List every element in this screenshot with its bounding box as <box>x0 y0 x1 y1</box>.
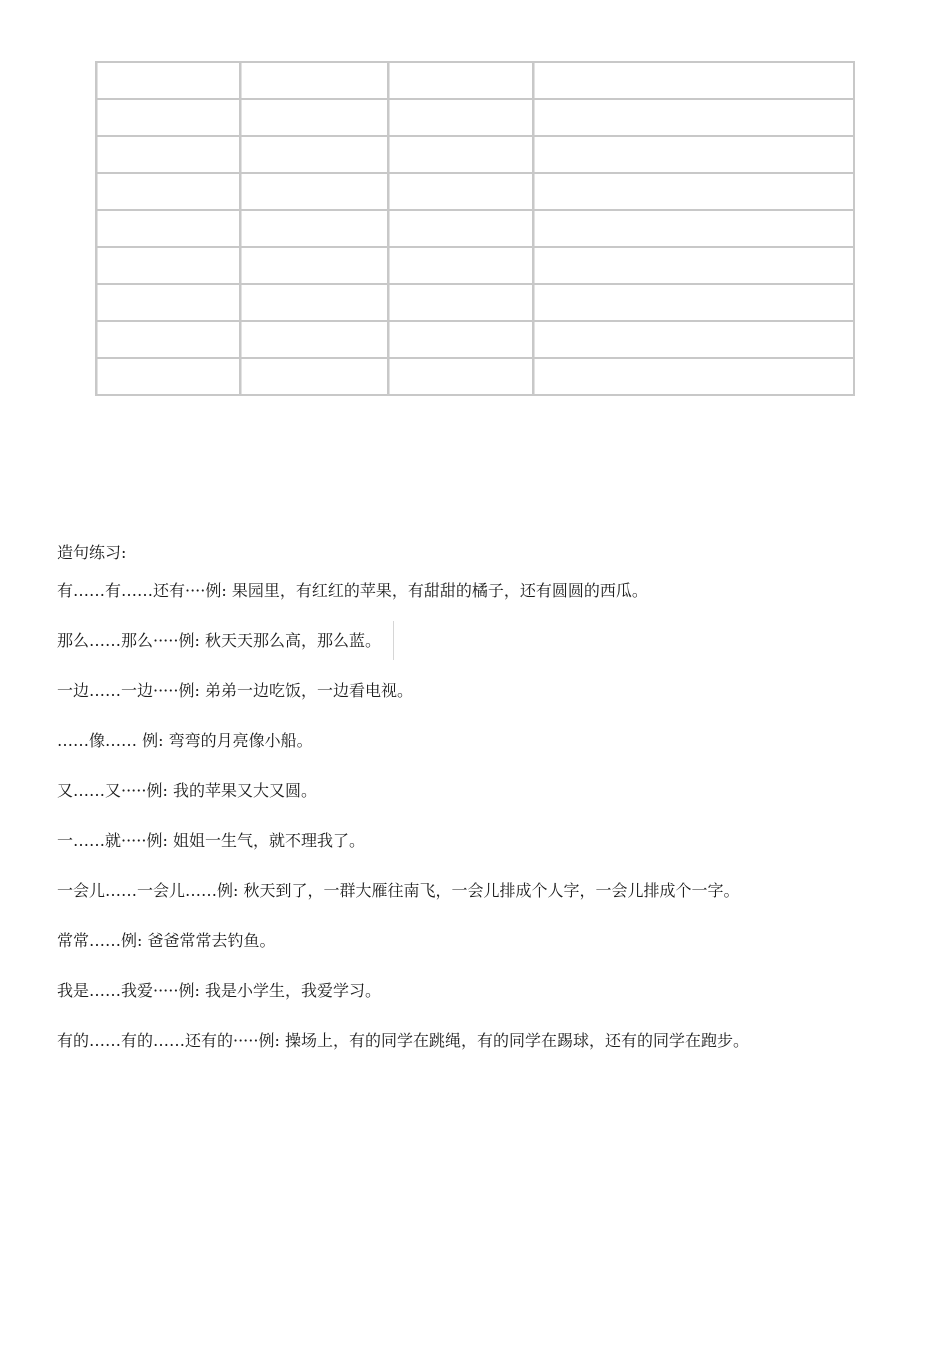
table-cell <box>389 100 534 137</box>
example-label: 例: <box>178 981 200 1000</box>
example-sentence: 弯弯的月亮像小船。 <box>168 731 313 750</box>
blank-table-body <box>97 63 855 396</box>
table-cell <box>241 359 389 396</box>
table-cell <box>534 174 855 211</box>
table-cell <box>389 137 534 174</box>
table-cell <box>389 174 534 211</box>
sentence-item <box>57 829 937 853</box>
sentence-item <box>57 929 937 953</box>
example-sentence: 姐姐一生气，就不理我了。 <box>172 831 365 850</box>
table-row <box>97 137 855 174</box>
sentence-list <box>57 579 937 1053</box>
table-cell <box>97 174 241 211</box>
table-cell <box>97 322 241 359</box>
sentence-pattern: 有的……有的……还有的····· <box>57 1031 259 1050</box>
table-cell <box>534 137 855 174</box>
example-sentence: 我的苹果又大又圆。 <box>172 781 317 800</box>
sentence-pattern: 一……就····· <box>57 831 147 850</box>
table-cell <box>389 63 534 100</box>
table-cell <box>97 359 241 396</box>
table-cell <box>389 248 534 285</box>
sentence-pattern: 一会儿……一会儿…… <box>57 881 218 900</box>
example-sentence: 秋天到了，一群大雁往南飞，一会儿排成个人字，一会儿排成个一字。 <box>243 881 740 900</box>
sentence-pattern: 那么……那么····· <box>57 631 179 650</box>
table-cell <box>97 211 241 248</box>
table-cell <box>389 285 534 322</box>
table-cell <box>97 285 241 322</box>
table-cell <box>534 322 855 359</box>
example-label: 例: <box>121 931 143 950</box>
table-cell <box>534 285 855 322</box>
table-cell <box>534 359 855 396</box>
table-cell <box>97 248 241 285</box>
example-sentence: 秋天天那么高，那么蓝。 <box>205 621 394 660</box>
blank-table <box>95 61 855 396</box>
sentence-pattern: 一边……一边····· <box>57 681 179 700</box>
table-cell <box>241 248 389 285</box>
table-row <box>97 211 855 248</box>
table-cell <box>534 211 855 248</box>
practice-heading: 造句练习: <box>57 543 127 562</box>
example-label: 例: <box>146 781 168 800</box>
table-row <box>97 63 855 100</box>
table-row <box>97 174 855 211</box>
table-cell <box>389 322 534 359</box>
table-cell <box>241 63 389 100</box>
table-cell <box>389 359 534 396</box>
table-cell <box>97 100 241 137</box>
table-cell <box>241 100 389 137</box>
table-cell <box>97 63 241 100</box>
example-label: 例: <box>258 1031 280 1050</box>
table-cell <box>241 322 389 359</box>
sentence-item <box>57 679 937 703</box>
example-sentence: 果园里，有红红的苹果，有甜甜的橘子，还有圆圆的西瓜。 <box>231 581 648 600</box>
table-row <box>97 322 855 359</box>
example-label: 例: <box>142 731 164 750</box>
example-label: 例: <box>217 881 239 900</box>
sentence-item <box>57 779 937 803</box>
table-cell <box>534 248 855 285</box>
example-label: 例: <box>205 581 227 600</box>
sentence-pattern: ……像…… <box>57 731 143 750</box>
example-label: 例: <box>146 831 168 850</box>
example-label: 例: <box>178 681 200 700</box>
table-row <box>97 248 855 285</box>
sentence-pattern: 又……又····· <box>57 781 147 800</box>
sentence-item <box>57 629 937 653</box>
example-label: 例: <box>178 631 200 650</box>
sentence-pattern: 有……有……还有···· <box>57 581 206 600</box>
example-sentence: 我是小学生，我爱学习。 <box>204 981 381 1000</box>
table-cell <box>241 137 389 174</box>
table-cell <box>97 137 241 174</box>
sentence-item <box>57 1029 937 1053</box>
table-row <box>97 285 855 322</box>
table-cell <box>534 100 855 137</box>
sentence-item <box>57 729 937 753</box>
table-cell <box>241 285 389 322</box>
sentence-item <box>57 579 937 603</box>
sentence-item <box>57 979 937 1003</box>
table-row <box>97 359 855 396</box>
table-cell <box>241 211 389 248</box>
example-sentence: 操场上，有的同学在跳绳，有的同学在踢球，还有的同学在跑步。 <box>284 1031 749 1050</box>
example-sentence: 爸爸常常去钓鱼。 <box>147 931 276 950</box>
sentence-practice-section <box>57 541 937 1079</box>
table-cell <box>534 63 855 100</box>
table-cell <box>241 174 389 211</box>
table-row <box>97 100 855 137</box>
example-sentence: 弟弟一边吃饭，一边看电视。 <box>204 681 413 700</box>
table-cell <box>389 211 534 248</box>
sentence-item <box>57 879 937 903</box>
sentence-pattern: 常常…… <box>57 931 122 950</box>
sentence-pattern: 我是……我爱····· <box>57 981 179 1000</box>
